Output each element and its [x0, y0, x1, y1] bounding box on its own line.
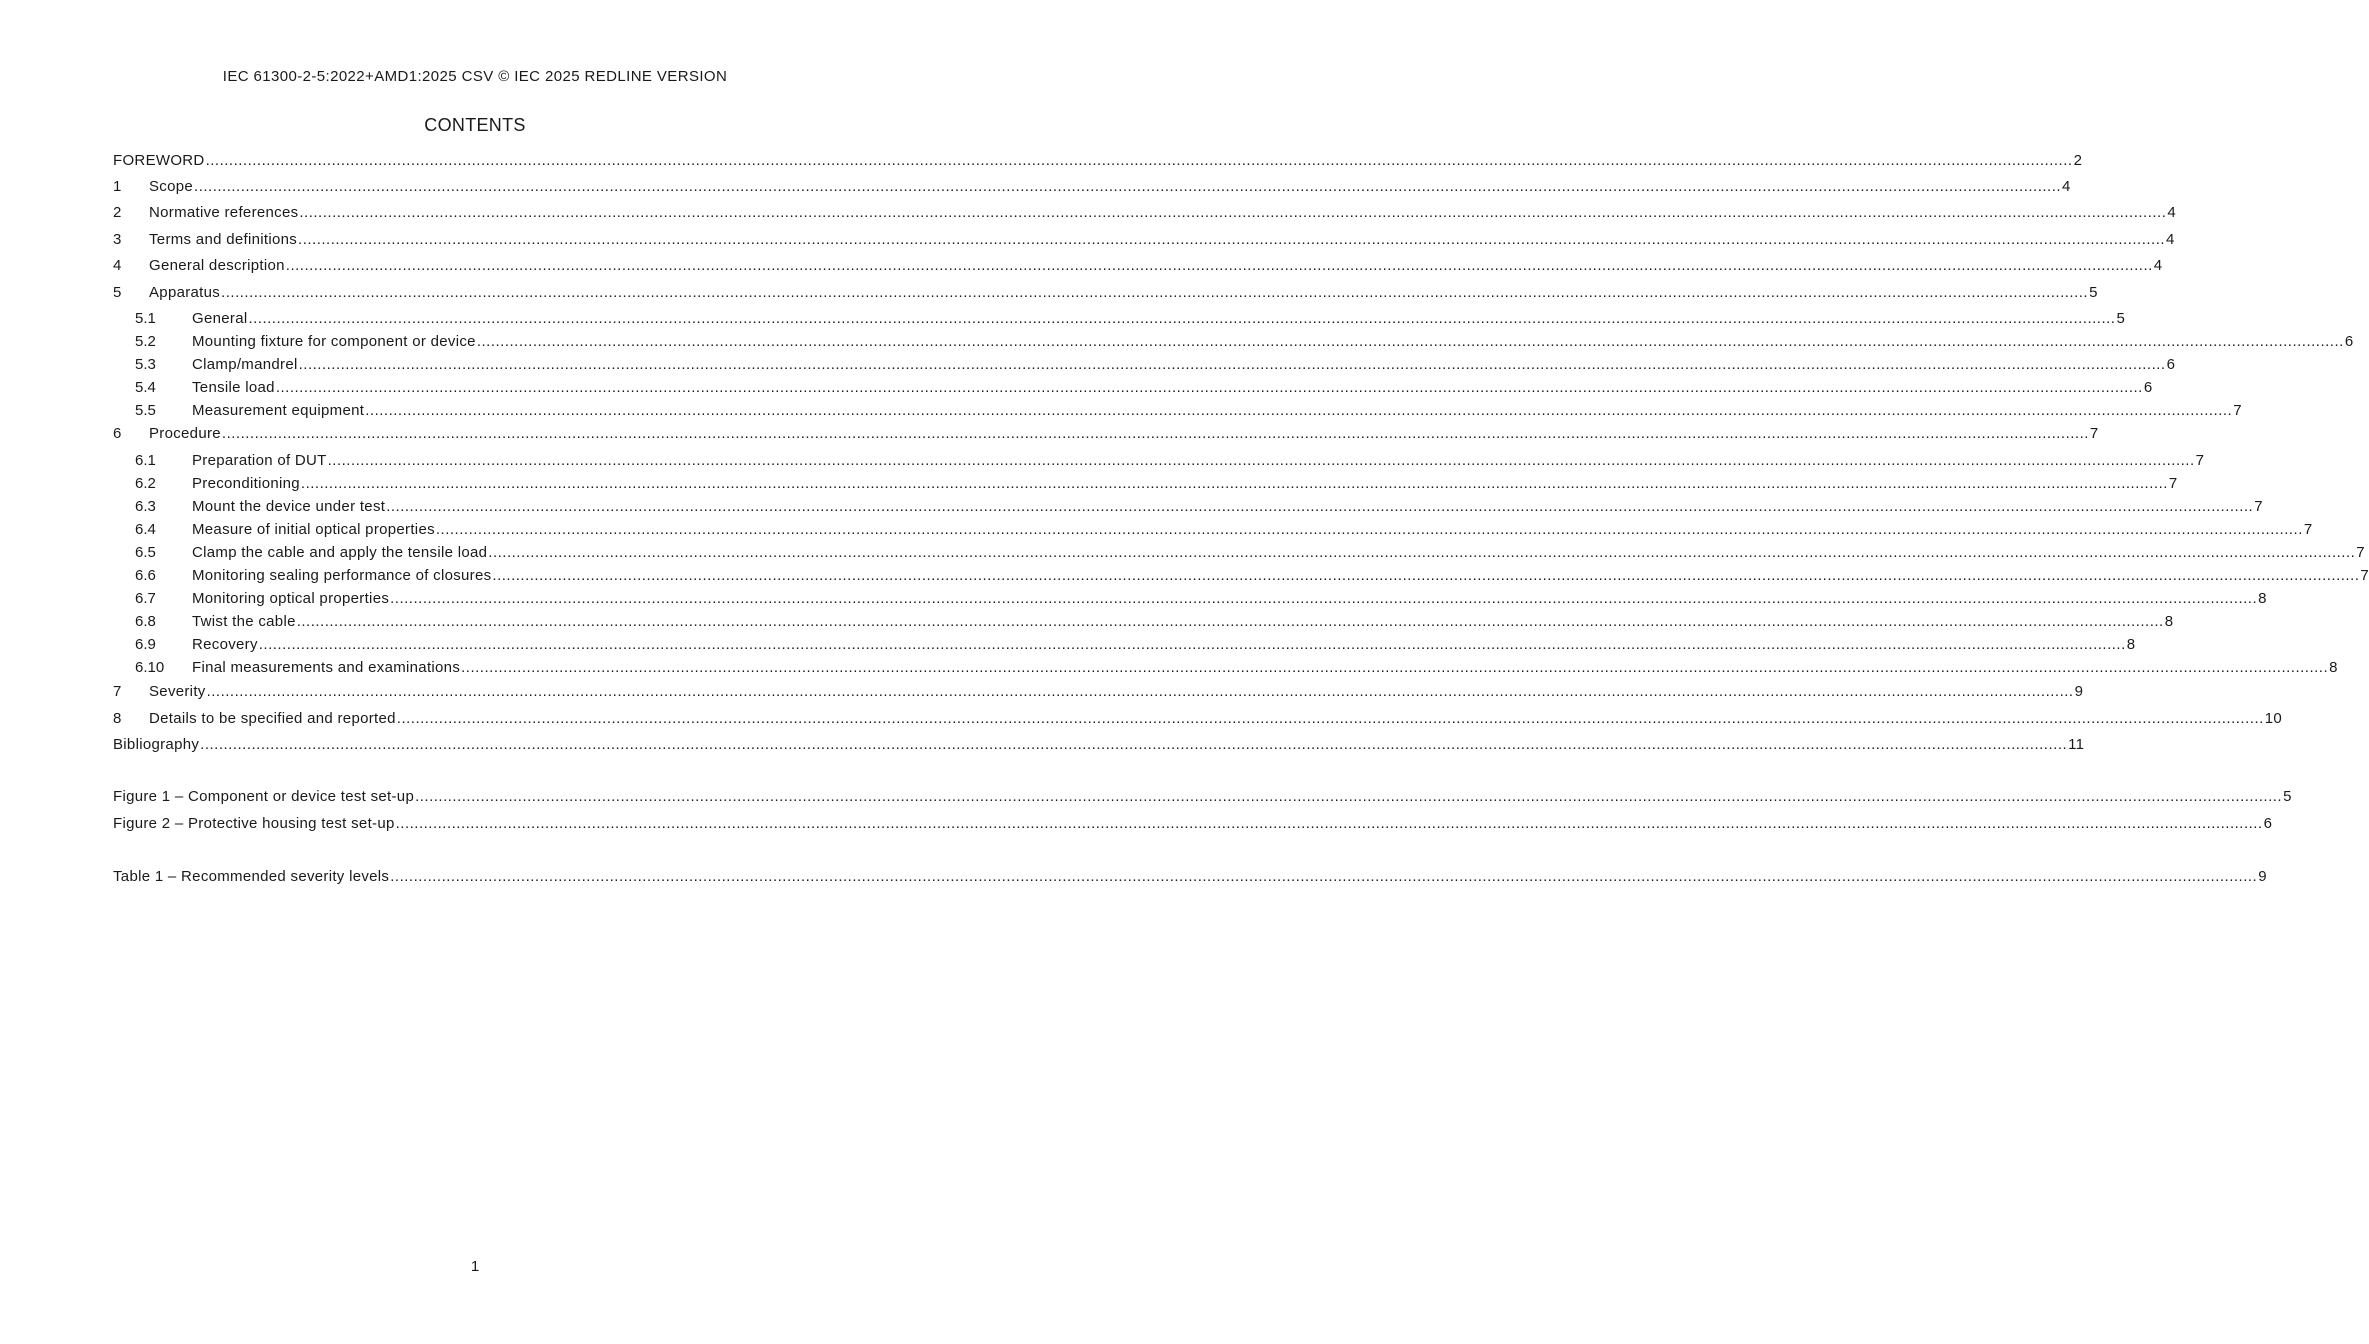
- toc-entry[interactable]: [113, 474, 2178, 494]
- dot-leader: ................................................................................................................................................................................................................................................................................................................................................................................................................: [248, 310, 2116, 327]
- toc-entry[interactable]: [113, 355, 2176, 375]
- dot-leader: ................................................................................................................................................................................................................................................................................................................................................................................................................: [275, 379, 2143, 396]
- entry-number: 5.5: [135, 402, 156, 419]
- entry-page-number: 7: [2168, 475, 2178, 492]
- entry-number: 4: [113, 257, 122, 274]
- entry-number: 2: [113, 204, 122, 221]
- toc-entry[interactable]: [113, 256, 2163, 276]
- toc-entry[interactable]: [113, 612, 2174, 632]
- dot-leader: ................................................................................................................................................................................................................................................................................................................................................................................................................: [205, 152, 2073, 169]
- contents-title: CONTENTS: [424, 115, 526, 135]
- entry-page-number: 7: [2303, 521, 2313, 538]
- entry-number: 3: [113, 231, 122, 248]
- entry-page-number: 4: [2166, 231, 2175, 248]
- entry-number: 6: [113, 425, 122, 442]
- entry-page-number: 2: [2073, 152, 2083, 169]
- entry-page-number: 7: [2360, 567, 2369, 584]
- dot-leader: ................................................................................................................................................................................................................................................................................................................................................................................................................: [476, 333, 2344, 350]
- entry-page-number: 9: [2074, 683, 2084, 700]
- entry-title: Final measurements and examinations: [192, 659, 461, 676]
- dot-leader: ................................................................................................................................................................................................................................................................................................................................................................................................................: [415, 788, 2283, 805]
- dot-leader: ................................................................................................................................................................................................................................................................................................................................................................................................................: [298, 356, 2166, 373]
- dot-leader: ................................................................................................................................................................................................................................................................................................................................................................................................................: [194, 178, 2062, 195]
- dot-leader: ................................................................................................................................................................................................................................................................................................................................................................................................................: [298, 231, 2166, 248]
- entry-title: General: [192, 310, 248, 327]
- dot-leader: ................................................................................................................................................................................................................................................................................................................................................................................................................: [396, 710, 2264, 727]
- entry-title: Clamp/mandrel: [192, 356, 298, 373]
- entry-title: Twist the cable: [192, 613, 296, 630]
- entry-page-number: 7: [2254, 498, 2263, 515]
- dot-leader: ................................................................................................................................................................................................................................................................................................................................................................................................................: [299, 204, 2167, 221]
- toc-entry[interactable]: [113, 151, 2083, 171]
- entry-page-number: 6: [2143, 379, 2153, 396]
- entry-page-number: 6: [2263, 815, 2273, 832]
- entry-number: 5.1: [135, 310, 156, 327]
- entry-title: Figure 2 – Protective housing test set-up: [113, 815, 395, 832]
- entry-page-number: 4: [2062, 178, 2071, 195]
- document-header: IEC 61300-2-5:2022+AMD1:2025 CSV © IEC 2025 REDLINE VERSION: [222, 68, 728, 85]
- toc-entry[interactable]: [113, 332, 2354, 352]
- toc-entry[interactable]: [113, 682, 2084, 702]
- table-entry[interactable]: [113, 867, 2267, 887]
- dot-leader: ................................................................................................................................................................................................................................................................................................................................................................................................................: [206, 683, 2074, 700]
- dot-leader: ................................................................................................................................................................................................................................................................................................................................................................................................................: [492, 567, 2360, 584]
- page-number: 1: [470, 1258, 480, 1275]
- entry-number: 6.1: [135, 452, 156, 469]
- entry-page-number: 7: [2356, 544, 2365, 561]
- dot-leader: ................................................................................................................................................................................................................................................................................................................................................................................................................: [258, 636, 2126, 653]
- entry-title: Table 1 – Recommended severity levels: [113, 868, 390, 885]
- entry-page-number: 4: [2153, 257, 2163, 274]
- entry-title: Clamp the cable and apply the tensile load: [192, 544, 488, 561]
- entry-title: Tensile load: [192, 379, 275, 396]
- entry-page-number: 8: [2329, 659, 2338, 676]
- toc-entry[interactable]: [113, 378, 2153, 398]
- entry-title: Mounting fixture for component or device: [192, 333, 476, 350]
- entry-number: 5.3: [135, 356, 156, 373]
- dot-leader: ................................................................................................................................................................................................................................................................................................................................................................................................................: [435, 521, 2303, 538]
- toc-entry[interactable]: [113, 520, 2313, 540]
- toc-entry[interactable]: [113, 497, 2263, 517]
- entry-number: 5: [113, 284, 122, 301]
- entry-number: 7: [113, 683, 122, 700]
- entry-title: General description: [149, 257, 285, 274]
- toc-entry[interactable]: [113, 709, 2283, 729]
- entry-title: Preconditioning: [192, 475, 300, 492]
- entry-number: 6.5: [135, 544, 156, 561]
- entry-page-number: 5: [2089, 284, 2098, 301]
- dot-leader: ................................................................................................................................................................................................................................................................................................................................................................................................................: [365, 402, 2233, 419]
- entry-title: Procedure: [149, 425, 221, 442]
- dot-leader: ................................................................................................................................................................................................................................................................................................................................................................................................................: [386, 498, 2254, 515]
- dot-leader: ................................................................................................................................................................................................................................................................................................................................................................................................................: [221, 425, 2089, 442]
- entry-title: Monitoring optical properties: [192, 590, 390, 607]
- toc-entry[interactable]: [113, 735, 2085, 755]
- dot-leader: ................................................................................................................................................................................................................................................................................................................................................................................................................: [461, 659, 2329, 676]
- entry-title: Measure of initial optical properties: [192, 521, 435, 538]
- entry-number: 6.10: [135, 659, 165, 676]
- dot-leader: ................................................................................................................................................................................................................................................................................................................................................................................................................: [395, 815, 2263, 832]
- entry-page-number: 5: [2116, 310, 2126, 327]
- entry-title: Bibliography: [113, 736, 200, 753]
- entry-title: FOREWORD: [113, 152, 205, 169]
- entry-number: 6.7: [135, 590, 156, 607]
- toc-entry[interactable]: [113, 424, 2099, 444]
- entry-page-number: 8: [2258, 590, 2267, 607]
- dot-leader: ................................................................................................................................................................................................................................................................................................................................................................................................................: [390, 868, 2258, 885]
- entry-title: Normative references: [149, 204, 299, 221]
- toc-entry[interactable]: [113, 589, 2267, 609]
- toc-entry[interactable]: [113, 203, 2177, 223]
- figure-entry[interactable]: [113, 787, 2292, 807]
- dot-leader: ................................................................................................................................................................................................................................................................................................................................................................................................................: [200, 736, 2068, 753]
- entry-title: Recovery: [192, 636, 258, 653]
- entry-title: Preparation of DUT: [192, 452, 327, 469]
- dot-leader: ................................................................................................................................................................................................................................................................................................................................................................................................................: [327, 452, 2195, 469]
- entry-page-number: 7: [2195, 452, 2205, 469]
- entry-title: Monitoring sealing performance of closures: [192, 567, 492, 584]
- toc-entry[interactable]: [113, 177, 2071, 197]
- toc-entry[interactable]: [113, 658, 2338, 678]
- entry-title: Details to be specified and reported: [149, 710, 396, 727]
- entry-page-number: 9: [2258, 868, 2267, 885]
- dot-leader: ................................................................................................................................................................................................................................................................................................................................................................................................................: [300, 475, 2168, 492]
- entry-page-number: 7: [2233, 402, 2242, 419]
- entry-number: 5.2: [135, 333, 156, 350]
- entry-page-number: 11: [2068, 736, 2085, 753]
- toc-entry[interactable]: [113, 543, 2365, 563]
- toc-entry[interactable]: [113, 401, 2242, 421]
- entry-title: Measurement equipment: [192, 402, 365, 419]
- figure-entry[interactable]: [113, 814, 2273, 834]
- dot-leader: ................................................................................................................................................................................................................................................................................................................................................................................................................: [390, 590, 2258, 607]
- dot-leader: ................................................................................................................................................................................................................................................................................................................................................................................................................: [221, 284, 2089, 301]
- entry-number: 6.4: [135, 521, 156, 538]
- dot-leader: ................................................................................................................................................................................................................................................................................................................................................................................................................: [488, 544, 2356, 561]
- entry-title: Mount the device under test: [192, 498, 386, 515]
- entry-page-number: 4: [2167, 204, 2177, 221]
- dot-leader: ................................................................................................................................................................................................................................................................................................................................................................................................................: [285, 257, 2153, 274]
- toc-entry[interactable]: [113, 230, 2175, 250]
- entry-number: 6.8: [135, 613, 156, 630]
- entry-number: 5.4: [135, 379, 156, 396]
- entry-number: 8: [113, 710, 122, 727]
- entry-page-number: 8: [2164, 613, 2174, 630]
- toc-entry[interactable]: [113, 566, 2369, 586]
- dot-leader: ................................................................................................................................................................................................................................................................................................................................................................................................................: [296, 613, 2164, 630]
- entry-title: Scope: [149, 178, 194, 195]
- toc-entry[interactable]: [113, 283, 2098, 303]
- entry-title: Terms and definitions: [149, 231, 298, 248]
- entry-page-number: 8: [2126, 636, 2136, 653]
- entry-number: 6.2: [135, 475, 156, 492]
- entry-page-number: 7: [2089, 425, 2099, 442]
- entry-number: 6.9: [135, 636, 156, 653]
- entry-title: Severity: [149, 683, 206, 700]
- entry-page-number: 5: [2283, 788, 2292, 805]
- entry-page-number: 6: [2344, 333, 2354, 350]
- entry-page-number: 10: [2264, 710, 2283, 727]
- toc-entry[interactable]: [113, 451, 2205, 471]
- entry-page-number: 6: [2166, 356, 2176, 373]
- toc-entry[interactable]: [113, 635, 2136, 655]
- entry-title: Apparatus: [149, 284, 221, 301]
- entry-number: 6.3: [135, 498, 156, 515]
- entry-number: 6.6: [135, 567, 156, 584]
- toc-entry[interactable]: [113, 309, 2126, 329]
- entry-title: Figure 1 – Component or device test set-up: [113, 788, 415, 805]
- entry-number: 1: [113, 178, 122, 195]
